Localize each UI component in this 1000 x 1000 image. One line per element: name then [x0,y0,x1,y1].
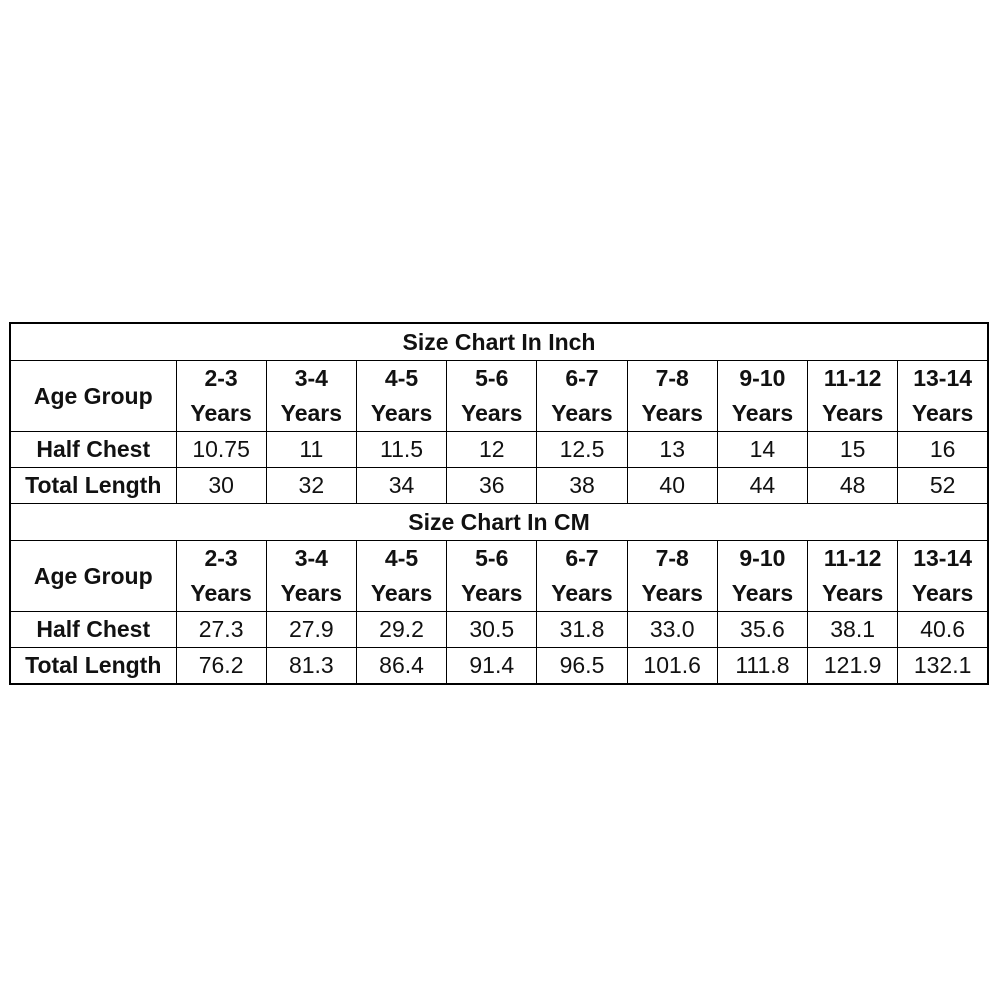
age-group-label: Age Group [10,541,176,612]
age-group-row [10,361,988,432]
age-unit: Years [731,580,794,606]
half-chest-value: 11.5 [356,432,446,468]
half-chest-value: 27.9 [266,612,356,648]
age-group-cell [356,361,446,432]
total-length-value: 96.5 [537,648,627,685]
age-range: 5-6 [475,545,509,571]
age-unit: Years [911,580,974,606]
age-range: 11-12 [823,545,882,571]
total-length-value: 132.1 [898,648,988,685]
age-group-cell [898,361,988,432]
size-chart-inch-title-row [10,323,988,361]
half-chest-value: 33.0 [627,612,717,648]
total-length-value: 34 [356,468,446,504]
total-length-value: 44 [717,468,807,504]
age-range: 5-6 [475,365,509,391]
age-unit: Years [370,580,433,606]
age-group-cell [627,361,717,432]
age-group-cell [356,541,446,612]
total-length-value: 86.4 [356,648,446,685]
age-group-row [10,541,988,612]
age-unit: Years [280,580,343,606]
age-group-cell [537,361,627,432]
age-unit: Years [821,400,884,426]
age-group-cell [266,361,356,432]
half-chest-value: 27.3 [176,612,266,648]
age-unit: Years [551,580,613,606]
age-range: 2-3 [204,365,238,391]
age-unit: Years [190,580,252,606]
size-chart-body [10,323,988,684]
half-chest-row [10,432,988,468]
half-chest-row [10,612,988,648]
half-chest-value: 11 [266,432,356,468]
age-range: 6-7 [565,545,599,571]
age-group-cell [898,541,988,612]
age-group-cell [808,541,898,612]
age-unit: Years [370,400,433,426]
total-length-row [10,468,988,504]
total-length-label: Total Length [10,468,176,504]
age-unit: Years [821,580,884,606]
age-range: 11-12 [823,365,882,391]
half-chest-value: 12 [447,432,537,468]
size-chart-cm-title: Size Chart In CM [10,504,988,541]
total-length-value: 48 [808,468,898,504]
half-chest-value: 16 [898,432,988,468]
age-group-cell [627,541,717,612]
total-length-value: 52 [898,468,988,504]
age-group-cell [717,541,807,612]
total-length-value: 32 [266,468,356,504]
half-chest-value: 31.8 [537,612,627,648]
age-group-cell [717,361,807,432]
age-unit: Years [280,400,343,426]
total-length-value: 38 [537,468,627,504]
half-chest-value: 38.1 [808,612,898,648]
age-range: 3-4 [294,365,328,391]
age-group-cell [447,361,537,432]
age-unit: Years [641,400,703,426]
total-length-value: 91.4 [447,648,537,685]
total-length-value: 111.8 [717,648,807,685]
half-chest-value: 35.6 [717,612,807,648]
half-chest-value: 30.5 [447,612,537,648]
age-range: 4-5 [384,365,419,391]
age-range: 13-14 [913,545,973,571]
age-group-cell [447,541,537,612]
age-group-cell [176,361,266,432]
total-length-row [10,648,988,685]
age-range: 9-10 [739,545,786,571]
half-chest-label: Half Chest [10,612,176,648]
total-length-value: 36 [447,468,537,504]
age-group-cell [808,361,898,432]
age-group-cell [537,541,627,612]
age-range: 9-10 [739,365,786,391]
age-group-cell [176,541,266,612]
age-range: 6-7 [565,365,599,391]
age-range: 4-5 [384,545,419,571]
half-chest-value: 29.2 [356,612,446,648]
age-range: 7-8 [655,365,689,391]
half-chest-value: 14 [717,432,807,468]
age-unit: Years [190,400,252,426]
age-range: 7-8 [655,545,689,571]
half-chest-value: 10.75 [176,432,266,468]
age-unit: Years [731,400,794,426]
age-group-cell [266,541,356,612]
half-chest-value: 13 [627,432,717,468]
half-chest-label: Half Chest [10,432,176,468]
age-unit: Years [551,400,613,426]
half-chest-value: 40.6 [898,612,988,648]
total-length-label: Total Length [10,648,176,685]
total-length-value: 40 [627,468,717,504]
age-unit: Years [461,400,523,426]
size-chart-table [9,322,989,685]
total-length-value: 81.3 [266,648,356,685]
age-unit: Years [911,400,974,426]
age-unit: Years [461,580,523,606]
age-range: 3-4 [294,545,328,571]
total-length-value: 76.2 [176,648,266,685]
age-range: 2-3 [204,545,238,571]
total-length-value: 30 [176,468,266,504]
half-chest-value: 12.5 [537,432,627,468]
total-length-value: 121.9 [808,648,898,685]
age-group-label: Age Group [10,361,176,432]
total-length-value: 101.6 [627,648,717,685]
size-chart-inch-title: Size Chart In Inch [10,323,988,361]
age-range: 13-14 [913,365,973,391]
age-unit: Years [641,580,703,606]
size-chart-cm-title-row [10,504,988,541]
half-chest-value: 15 [808,432,898,468]
